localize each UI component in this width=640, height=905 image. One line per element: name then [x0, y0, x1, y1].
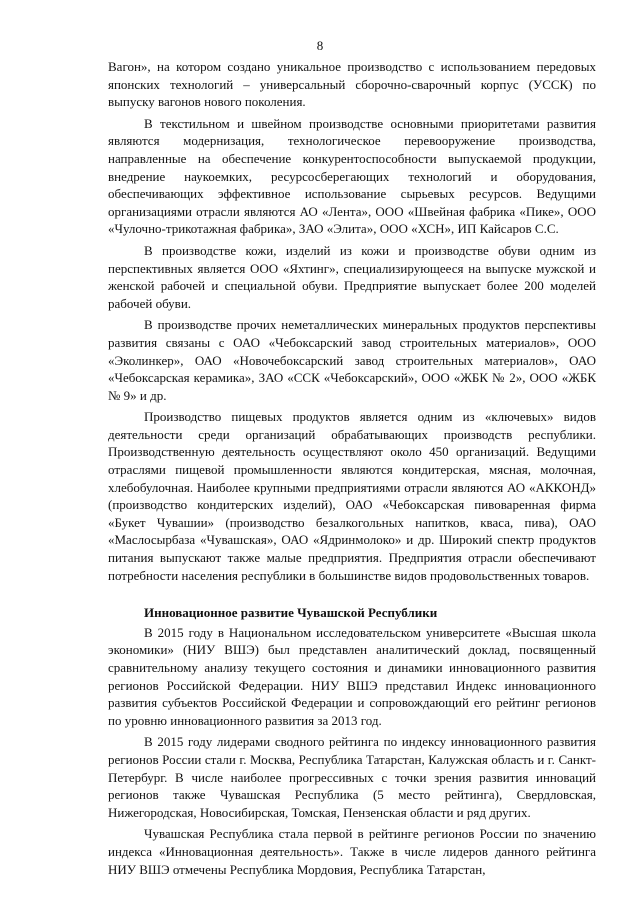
paragraph-food: Производство пищевых продуктов является одним из «ключевых» видов деятельности среди организаций обрабатывающих производств республики. Производственную деятельность осуществляют около 450 организаций. Ведущими отраслями пищевой промышленности являются кондитерская, мясная, молочная, хлебобулочная. Наиболее крупными предприятиями отрасли являются АО «АККОНД» (производство кондитерских изделий), ОАО «Чебоксарская пивоваренная фирма «Букет Чувашии» (производство безалкогольных напитков, кваса, пива), ОАО «Маслосырбаза «Чувашская», ОАО «Ядринмолоко» и др. Широкий спектр продуктов питания выпускают также малые предприятия. Предприятия отрасли обеспечивают потребности населения республики в большинстве видов продовольственных товаров. — [108, 409, 596, 583]
paragraph-leather: В производстве кожи, изделий из кожи и производстве обуви одним из перспективных является ООО «Яхтинг», специализирующееся на выпуске мужской и женской рабочей и специальной обуви. Предприятие выпускает более 200 моделей рабочей обуви. — [108, 242, 596, 311]
section-heading: Инновационное развитие Чувашской Республики — [144, 605, 438, 621]
document-body — [108, 58, 596, 882]
paragraph-innovation-index: Чувашская Республика стала первой в рейтинге регионов России по значению индекса «Инновационная деятельность». Также в числе лидеров данного рейтинга НИУ ВШЭ отмечены Республика Мордовия, Республика Татарстан, — [108, 826, 596, 877]
paragraph-nonmetallic: В производстве прочих неметаллических минеральных продуктов перспективы развития связаны с ОАО «Чебоксарский завод строительных материалов», ООО «Эколинкер», ОАО «Новочебоксарский завод строительных материалов», ОАО «Чебоксарская керамика», ЗАО «ССК «Чебоксарский», ООО «ЖБК № 2», ООО «ЖБК № 9» и др. — [108, 317, 596, 403]
paragraph-textile: В текстильном и швейном производстве основными приоритетами развития являются модернизация, технологическое перевооружение производства, направленные на обеспечение конкурентоспособности выпускаемой продукции, внедрение наукоемких, ресурсосберегающих технологий и оборудования, обеспечивающих эффективное использование сырьевых ресурсов. Ведущими организациями отрасли являются АО «Лента», ООО «Швейная фабрика «Пике», ООО «Чулочно-трикотажная фабрика», ЗАО «Элита», ООО «ХСН», ИП Кайсаров С.С. — [108, 115, 596, 237]
paragraph-rating-leaders: В 2015 году лидерами сводного рейтинга по индексу инновационного развития регионов России стали г. Москва, Республика Татарстан, Калужская область и г. Санкт-Петербург. В числе наиболее прогрессивных с точки зрения развития инноваций регионов также Чувашская Республика (5 место рейтинга), Свердловская, Нижегородская, Новосибирская, Томская, Пензенская области и ряд других. — [108, 734, 596, 820]
page-number: 8 — [316, 38, 324, 53]
paragraph-continued: Вагон», на котором создано уникальное производство с использованием передовых японских технологий – универсальный сборочно-сварочный корпус (УССК) по выпуску вагонов нового поколения. — [108, 59, 596, 110]
paragraph-hse-report: В 2015 году в Национальном исследовательском университете «Высшая школа экономики» (НИУ ВШЭ) был представлен аналитический доклад, посвященный сравнительному анализу текущего состояния и динамики инновационного развития регионов Российской Федерации. НИУ ВШЭ представил Индекс инновационного развития субъектов Российской Федерации и сопровождающий его рейтинг регионов по уровню инновационного развития за 2013 год. — [108, 624, 596, 728]
